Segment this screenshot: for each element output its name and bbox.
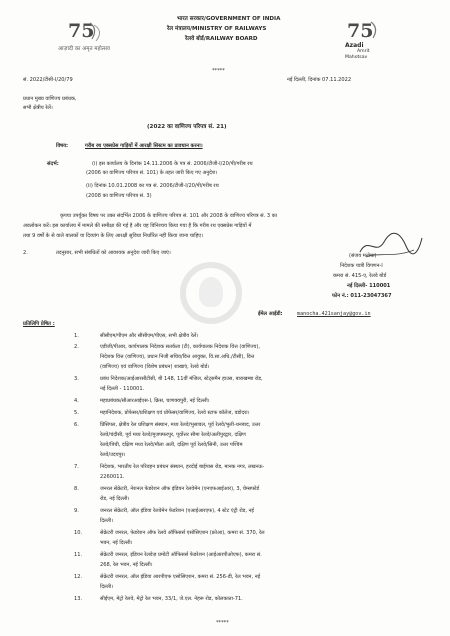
header-govt-of-india: भारत सरकार/GOVERNMENT OF INDIA [177, 16, 281, 22]
copy-item-number: 10. [74, 530, 83, 536]
copy-item-line: सेक्रेटरी जनरल, फेडरेशन ऑफ रेलवे ऑफिसर्स एसोसिएशन (फ्रोआ), कमरा सं. 370, रेल [100, 530, 265, 536]
signatory-designation: निदेशक यात्री विपणन-I [340, 263, 383, 269]
signatory-phone: फोन नं.: 011-23047367 [332, 293, 392, 299]
copy-item-line: निदेशक, भारतीय रेल परिवहन प्रबंधन संस्थान, हरदोई बाईपास रोड, मानक नगर, लखनऊ- [100, 464, 265, 470]
addressee-line2: सभी क्षेत्रीय रेलें। [23, 105, 53, 111]
copy-item-number: 7. [74, 464, 79, 470]
signatory-email-label: ईमेल आईडी: [258, 311, 283, 317]
reference-2-line1: (ii) दिनांक 10.01.2008 का पत्र सं. 2006/टीजी-I/20/पी/गरीब रथ [86, 183, 219, 189]
copy-item-number: 1. [74, 333, 79, 339]
copy-item-line: 268, रेल भवन, नई दिल्ली। [100, 562, 153, 568]
body-para2-text: तदनुसार, सभी संबंधितों को आवश्यक अनुदेश जारी किए जाएं। [56, 250, 171, 256]
copy-item-line: रेलवे/चंदौसी, पूर्व मध्य रेलवे/मुजफ्फरपुर, पूर्वोत्तर सीमा रेलवे/अलीपुरद्वार, दक्षिण [100, 432, 246, 438]
svg-text:75: 75 [68, 20, 95, 42]
subject-text: गरीब रथ एक्सप्रेस गाड़ियों में आरक्षी सिस्टम का प्रावधान करना। [85, 143, 203, 149]
copy-item-line: सेक्रेटरी जनरल, इंडियन रेलवेज़ प्रमोटी ऑफिसर्स फेडरेशन (आईआरपीओएफ), कमरा सं. [100, 552, 262, 558]
svg-text:75: 75 [347, 20, 374, 42]
right-logo-line3: Mahotsav [345, 55, 368, 60]
copy-to-heading: प्रतिलिपि प्रेषित : [23, 321, 55, 327]
header-railway-board: रेलवे बोर्ड/RAILWAY BOARD [185, 36, 258, 42]
addressee-line1: प्रधान मुख्य वाणिज्य प्रबंधक, [23, 96, 77, 102]
copy-item-line: रेलवे/त्रिची, दक्षिण मध्य रेलवे/मौला अली, दक्षिण पूर्व रेलवे/सिनी, उत्तर पश्चिम [100, 442, 243, 448]
copy-item-line: रेलवे/उदयपुर। [100, 452, 126, 458]
signatory-room: कमरा सं. 415-ए, रेलवे बोर्ड [333, 273, 387, 279]
copy-item-line: रोड, नई दिल्ली। [100, 496, 130, 502]
copy-item-line: सीईएम, मेट्रो रेलवे, मेट्रो रेल भवन, 33/1, जे.एल. नेहरू रोड, कोलकाता-71. [100, 596, 243, 602]
signatory-email-link[interactable]: manocha.421sanjay@gov.in [297, 311, 371, 317]
copy-item-line: एडीजी/पीआर, कार्यपालक निदेशक सतर्कता (टी), कार्यपालक निदेशक वित्त (वाणिज्य), [100, 344, 260, 350]
copy-item-line: महानिदेशक, प्रोफेसर/प्रशिक्षण एवं प्रोफेसर/वाणिज्य, रेलवे स्टाफ कॉलेज, वडोदरा। [100, 410, 250, 416]
subject-label: विषय: [56, 143, 69, 149]
copy-item-number: 6. [74, 422, 79, 428]
reference-1-line1: (i) इस कार्यालय के दिनांक 14.11.2006 के पत्र सं. 2006/टीजी-I/20/पी/गरीब रथ [92, 161, 253, 167]
header-ministry: रेल मंत्रालय/MINISTRY OF RAILWAYS [167, 26, 267, 32]
emblem-watermark-icon [180, 262, 242, 324]
copy-item-line: सीसीएम/पीएम और सीसीएम/पीएस, सभी क्षेत्रीय रेलें। [100, 333, 199, 339]
reference-1-line2: (2006 का वाणिज्य परिपत्र सं. 101) के तहत जारी किए गए अनुदेश। [86, 170, 218, 176]
copy-item-line: दिल्ली। [100, 518, 114, 524]
body-para1-line1: कृपया उपर्युक्त विषय पर उक्त संदर्भित 2006 के वाणिज्य परिपत्र सं. 101 और 2008 के वाणिज्य परिपत्र सं. 3 का [60, 213, 277, 219]
logo-75-graphic-icon [54, 17, 112, 63]
references-label: संदर्भ: [47, 161, 59, 167]
footer-stars: ***** [216, 620, 229, 626]
azadi-ka-amrit-mahotsav-logo [54, 17, 112, 63]
copy-item-line: प्रिंसिपल, क्षेत्रीय रेल प्रशिक्षण संस्थान, मध्य रेलवे/भुसावल, पूर्व रेलवे/भुली-धनबाद, उत्तर [100, 422, 261, 428]
copy-item-number: 3. [74, 376, 79, 382]
place-date: नई दिल्ली, दिनांक 07.11.2022 [287, 77, 352, 83]
copy-item-line: निदेशक वित्त (वाणिज्य), प्रधान निजी सचिव/वित्त आयुक्त, वि.सा.अधि./टीसी), वित्त [100, 354, 255, 360]
right-logo-line1: Azadi [345, 42, 364, 49]
signatory-city: नई दिल्ली- 110001 [347, 283, 391, 289]
copy-item-line: भवन, नई दिल्ली। [100, 540, 133, 546]
copy-item-line: प्रबंध निदेशक/आईआरसीटीसी, बी 148, 11वीं मंजिल, स्टेट्समैन हाउस, बाराखम्बा रोड, [100, 376, 263, 382]
copy-item-number: 11. [74, 552, 83, 558]
copy-item-number: 12. [74, 574, 83, 580]
azadi-amrit-mahotsav-logo [345, 17, 395, 65]
copy-item-line: नई दिल्ली - 110001. [100, 386, 145, 392]
right-logo-line2: Amrit [357, 49, 370, 54]
copy-item-line: 2260011. [100, 474, 125, 480]
copy-item-number: 5. [74, 410, 79, 416]
left-logo-caption: आज़ादी का अमृत महोत्सव [58, 46, 110, 52]
copy-item-number: 13. [74, 596, 83, 602]
circular-title: (2022 का वाणिज्य परिपत्र सं. 21) [147, 124, 227, 130]
copy-item-line: सेक्रेटरी जनरल, ऑल इंडिया आरपीएफ एसोसिएशन, कमरा सं. 256-डी, रेल भवन, नई [100, 574, 261, 580]
copy-item-line: महाप्रबंधक/सीआरआईएस-I, क्रिस, चाणक्यपुरी, नई दिल्ली। [100, 398, 210, 404]
body-para1-line2: अवलोकन करें। इस कार्यालय में मामले की समीक्षा की गई है और यह विनिश्चय किया गया है कि गरीब रथ एक्सप्रेस गाड़ियों में [23, 223, 252, 229]
copy-item-line: दिल्ली। [100, 584, 114, 590]
copy-item-number: 9. [74, 508, 79, 514]
copy-item-number: 4. [74, 398, 79, 404]
copy-item-line: (वाणिज्य) एवं वाणिज्य (विशेष प्रबंधन) शाखाएं, रेलवे बोर्ड। [100, 364, 210, 370]
copy-item-number: 2. [74, 344, 79, 350]
copy-item-number: 8. [74, 486, 79, 492]
signatory-name: (संजय मनोचा) [349, 253, 377, 259]
body-para1-line3: तथा 9 वर्षों के से वाले बालकों या दिव्यांग के लिए आरक्षी सुविधा निर्धारित नहीं किया जाना चाहिए। [23, 233, 204, 239]
reference-number: सं. 2022/टीसी-I/20/79 [23, 77, 73, 83]
header-stars: ***** [212, 68, 225, 74]
copy-item-line: जनरल सेक्रेटरी, ऑल इंडिया रेलवेमेन फेडरेशन (एआईआरएफ), 4 स्टेट एंट्री रोड, नई [100, 508, 254, 514]
body-para2-number: 2. [23, 250, 28, 256]
copy-item-line: जनरल सेक्रेटरी, नेशनल फेडरेशन ऑफ इंडियन रेलवेमेन (एनएफआईआर), 3, चेम्सफोर्ड [100, 486, 260, 492]
reference-2-line2: (2008 का वाणिज्य परिपत्र सं. 3) [86, 193, 152, 199]
